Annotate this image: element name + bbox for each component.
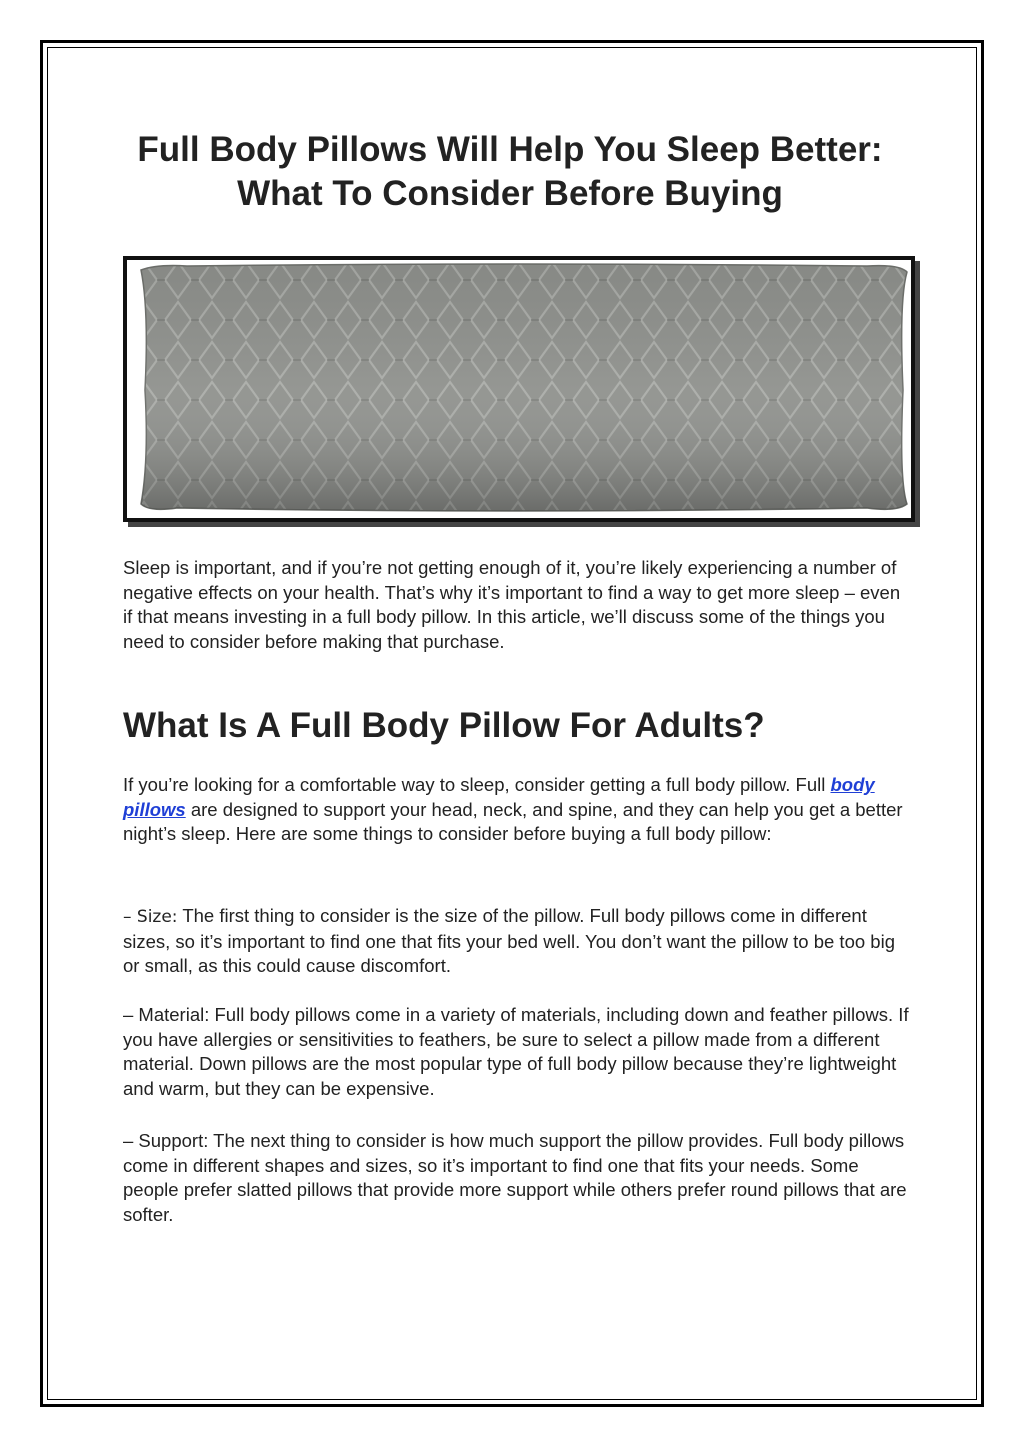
- pillow-illustration: [127, 260, 911, 518]
- section-heading: What Is A Full Body Pillow For Adults?: [123, 706, 765, 745]
- pillow-image: [123, 256, 915, 522]
- section-paragraph: [123, 773, 913, 847]
- size-item: [123, 904, 913, 979]
- section-text-after-link: are designed to support your head, neck, and spine, and they can help you get a better night’s sleep. Here are some things to consider before buying a full body pillow:: [123, 798, 903, 844]
- intro-paragraph: Sleep is important, and if you’re not getting enough of it, you’re likely experiencing a number of negative effects on your health. That’s why it’s important to find a way to get more sleep – even if that means investing in a full body pillow. In this article, we’ll discuss some of the things you need to consider before making that purchase.: [123, 557, 901, 652]
- size-text: The first thing to consider is the size of the pillow. Full body pillows come in different sizes, so it’s important to find one that fits your bed well. You don’t want the pillow to be too big or small, as this could cause discomfort.: [123, 905, 895, 976]
- article-title: Full Body Pillows Will Help You Sleep Better: What To Consider Before Buying: [137, 130, 883, 213]
- section-text-before-link: If you’re looking for a comfortable way to sleep, consider getting a full body pillow. Full: [123, 774, 831, 795]
- body-pillows-link[interactable]: body pillows: [123, 774, 875, 820]
- support-item: – Support: The next thing to consider is how much support the pillow provides. Full body pillows come in different shapes and sizes, so it’s important to find one that fits your needs. Some people prefer slatted pillows that provide more support while others prefer round pillows that are softer.: [123, 1130, 907, 1225]
- size-label: – Size:: [123, 907, 178, 927]
- material-item: – Material: Full body pillows come in a variety of materials, including down and feather pillows. If you have allergies or sensitivities to feathers, be sure to select a pillow made from a different material. Down pillows are the most popular type of full body pillow because they’re lightweight and warm, but they can be expensive.: [123, 1004, 909, 1099]
